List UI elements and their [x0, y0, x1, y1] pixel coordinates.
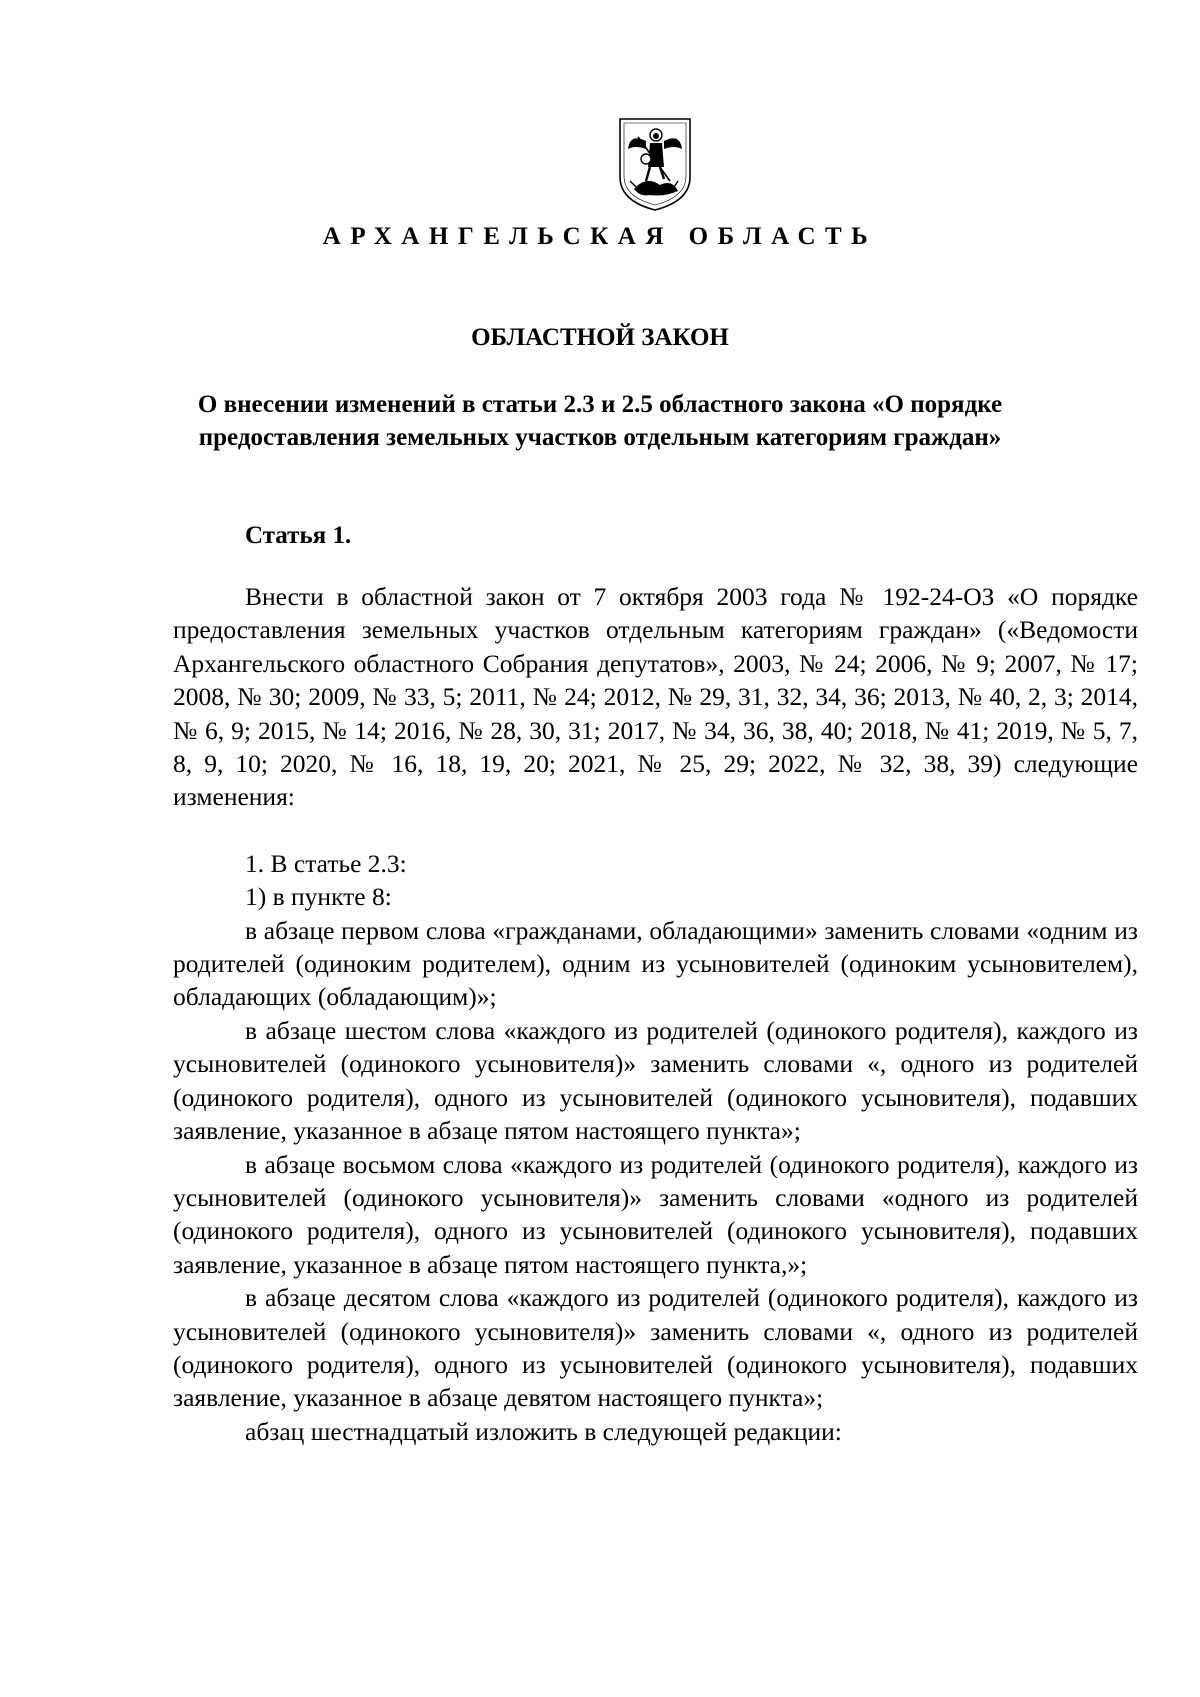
article-heading: Статья 1. [245, 522, 352, 549]
archangel-coat-of-arms-icon [616, 115, 694, 213]
document-title [150, 388, 1050, 454]
article-body [173, 580, 1138, 1448]
item-1: 1. В статье 2.3: [245, 848, 407, 878]
amendment-paragraph: в абзаце первом слова «гражданами, обладающими» заменить словами «одним из родителей (одиноким родителем), одним из усыновителей (одиноким усыновителем), обладающих (обладающим)»; [173, 915, 1138, 1012]
amendment-paragraph: в абзаце шестом слова «каждого из родителей (одинокого родителя), каждого из усыновителей (одинокого усыновителя)» заменить словами «, одного из родителей (одинокого родителя), одного из усыновителей (одинокого усыновителя), подавших заявление, указанное в абзаце пятом настоящего пункта»; [173, 1015, 1138, 1146]
document-type: ОБЛАСТНОЙ ЗАКОН [471, 324, 729, 351]
document-title-line-1: О внесении изменений в статьи 2.3 и 2.5 областного закона «О порядке [197, 391, 1003, 418]
document-title-line-2: предоставления земельных участков отдельным категориям граждан» [198, 424, 1002, 451]
subitem-1: 1) в пункте 8: [245, 882, 392, 912]
article-intro-paragraph: Внести в областной закон от 7 октября 2003 года № 192-24-ОЗ «О порядке предоставления земельных участков отдельным категориям граждан» («Ведомости Архангельского областного Собрания депутатов», 2003, № 24; 2006, № 9; 2007, № 17; 2008, № 30; 2009, № 33, 5; 2011, № 24; 2012, № 29, 31, 32, 34, 36; 2013, № 40, 2, 3; 2014, № 6, 9; 2015, № 14; 2016, № 28, 30, 31; 2017, № 34, 36, 38, 40; 2018, № 41; 2019, № 5, 7, 8, 9, 10; 2020, № 16, 18, 19, 20; 2021, № 25, 29; 2022, № 32, 38, 39) следующие изменения: [173, 582, 1138, 812]
amendment-paragraph: в абзаце десятом слова «каждого из родителей (одинокого родителя), каждого из усыновителей (одинокого усыновителя)» заменить словами «, одного из родителей (одинокого родителя), одного из усыновителей (одинокого усыновителя), подавших заявление, указанное в абзаце девятом настоящего пункта»; [173, 1283, 1138, 1413]
region-name: АРХАНГЕЛЬСКАЯ ОБЛАСТЬ [322, 223, 878, 250]
amendment-paragraph: абзац шестнадцатый изложить в следующей редакции: [245, 1416, 842, 1446]
amendment-paragraph: в абзаце восьмом слова «каждого из родителей (одинокого родителя), каждого из усыновителей (одинокого усыновителя)» заменить словами «одного из родителей (одинокого родителя), одного из усыновителей (одинокого усыновителя), подавших заявление, указанное в абзаце пятом настоящего пункта,»; [173, 1149, 1138, 1279]
